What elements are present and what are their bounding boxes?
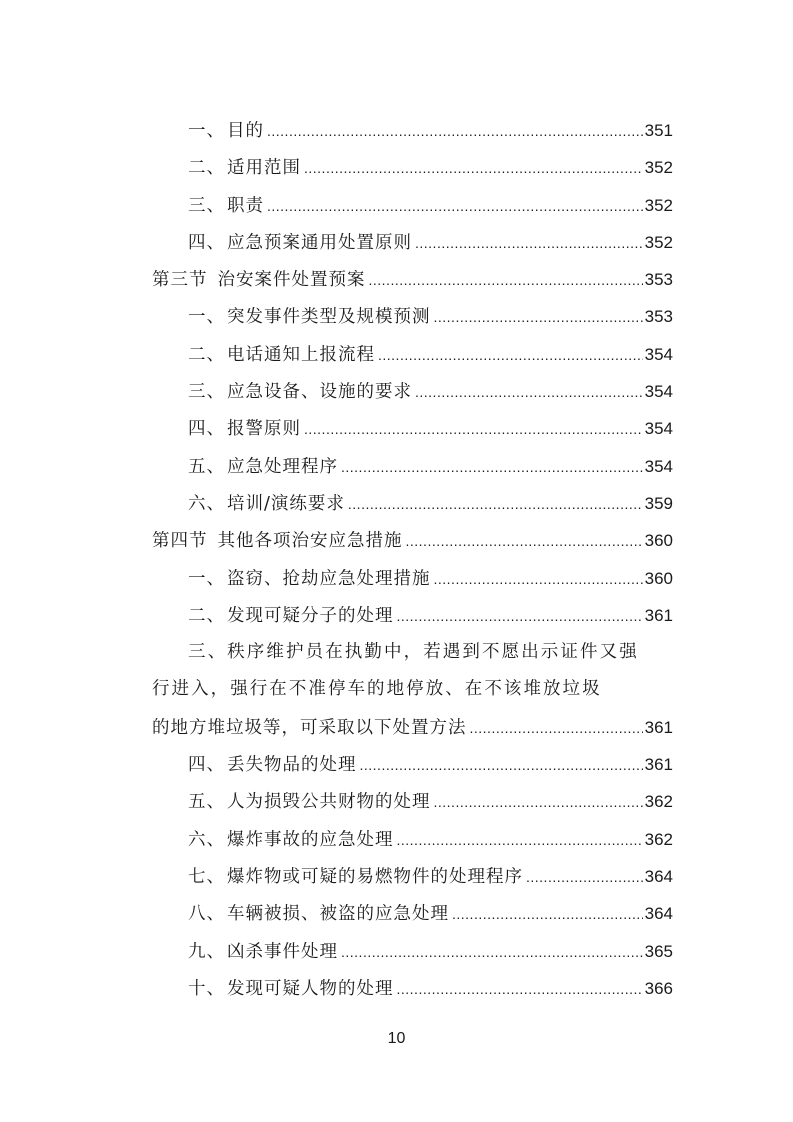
toc-entry-page: 359: [644, 493, 673, 513]
toc-section-number: 第四节: [152, 531, 208, 552]
dot-leader: [348, 486, 643, 523]
dot-leader: [470, 710, 643, 747]
dot-leader: [378, 337, 643, 374]
toc-entry[interactable]: [152, 298, 673, 335]
toc-entry-title: 突发事件类型及规模预测: [227, 307, 431, 328]
dot-leader: [341, 934, 643, 971]
dot-leader: [434, 784, 643, 821]
toc-entry-number: 五、: [188, 792, 225, 813]
toc-entry-title: 发现可疑人物的处理: [227, 978, 394, 999]
toc-entry-page: 360: [644, 531, 673, 551]
dot-leader: [415, 374, 643, 411]
dot-leader: [397, 822, 643, 859]
toc-entry-number: 五、: [188, 456, 225, 477]
dot-leader: [526, 859, 643, 896]
toc-entry[interactable]: [152, 485, 673, 522]
toc-entry[interactable]: [152, 821, 673, 858]
toc-entry[interactable]: [152, 560, 673, 597]
toc-entry[interactable]: [152, 746, 673, 783]
toc-entry-number: 二、: [188, 158, 225, 179]
dot-leader: [415, 225, 643, 262]
dot-leader: [434, 561, 643, 598]
toc-entry-number: 一、: [188, 121, 225, 141]
dot-leader: [397, 598, 643, 635]
toc-entry-page: 352: [644, 232, 673, 252]
dot-leader: [360, 747, 643, 784]
toc-entry-number: 三、: [188, 642, 228, 663]
toc-entry-number: 四、: [188, 755, 225, 776]
toc-entry-title: 车辆被损、被盗的应急处理: [227, 904, 449, 925]
toc-entry-page: 365: [644, 941, 673, 961]
toc-entry-number: 二、: [188, 344, 225, 365]
toc-entry-page: 361: [644, 717, 673, 737]
toc-section-number: 第三节: [152, 270, 208, 291]
dot-leader: [406, 523, 643, 560]
toc-entry-number: 七、: [188, 866, 225, 887]
toc-entry-number: 四、: [188, 232, 225, 253]
toc-entry-page: 366: [644, 978, 673, 998]
toc-entry-title: 适用范围: [227, 158, 301, 179]
toc-section-entry[interactable]: [152, 261, 673, 298]
toc-entry-title: 丢失物品的处理: [227, 755, 357, 776]
toc-entry[interactable]: [152, 895, 673, 932]
toc-entry-page: 364: [644, 904, 673, 924]
toc-entry-number: 九、: [188, 941, 225, 962]
toc-entry-number: 八、: [188, 904, 225, 925]
toc-entry[interactable]: [152, 410, 673, 447]
toc-entry-page: 354: [644, 419, 673, 439]
toc-section-entry[interactable]: [152, 522, 673, 559]
toc-entry[interactable]: [152, 112, 673, 149]
table-of-contents: [152, 112, 673, 1007]
dot-leader: [341, 449, 643, 486]
toc-entry[interactable]: [152, 597, 673, 634]
toc-entry-page: 364: [644, 866, 673, 886]
toc-entry[interactable]: [152, 448, 673, 485]
toc-section-title: 其他各项治安应急措施: [217, 531, 403, 552]
toc-entry-page: 354: [644, 382, 673, 402]
toc-entry-title: 爆炸物或可疑的易燃物件的处理程序: [227, 866, 523, 887]
toc-entry-title: 凶杀事件处理: [227, 941, 338, 962]
toc-entry[interactable]: [152, 336, 673, 373]
toc-entry-title: 培训/演练要求: [227, 493, 345, 514]
toc-entry-page: 360: [644, 568, 673, 588]
toc-entry-page: 351: [644, 121, 673, 140]
toc-entry[interactable]: [152, 149, 673, 186]
toc-entry-page: 354: [644, 344, 673, 364]
toc-entry-number: 三、: [188, 195, 225, 216]
toc-entry-page: 354: [644, 456, 673, 476]
dot-leader: [452, 896, 643, 933]
toc-entry[interactable]: [152, 224, 673, 261]
toc-entry-title: 爆炸事故的应急处理: [227, 829, 394, 850]
toc-entry-number: 四、: [188, 419, 225, 440]
toc-entry[interactable]: [152, 373, 673, 410]
toc-entry-title-line-3: 的地方堆垃圾等，可采取以下处置方法: [152, 717, 467, 738]
dot-leader: [369, 262, 643, 299]
toc-entry-page: 362: [644, 829, 673, 849]
toc-entry-number: 六、: [188, 493, 225, 514]
toc-entry-page: 352: [644, 195, 673, 215]
toc-entry-number: 一、: [188, 568, 225, 589]
toc-entry-page: 362: [644, 792, 673, 812]
toc-entry-number: 六、: [188, 829, 225, 850]
toc-entry-number: 十、: [188, 978, 225, 999]
toc-entry-title: 报警原则: [227, 419, 301, 440]
toc-entry[interactable]: [152, 858, 673, 895]
toc-entry-title: 人为损毁公共财物的处理: [227, 792, 431, 813]
toc-entry-title: 应急设备、设施的要求: [227, 382, 412, 403]
toc-entry-multiline[interactable]: [152, 634, 673, 746]
dot-leader: [397, 971, 643, 1008]
toc-entry-number: 三、: [188, 382, 225, 403]
toc-entry-number: 一、: [188, 307, 225, 328]
toc-entry[interactable]: [152, 970, 673, 1007]
toc-entry-title-line-1: 秩序维护员在执勤中，若遇到不愿出示证件又强: [227, 642, 639, 663]
toc-entry-page: 353: [644, 307, 673, 327]
toc-entry-title: 应急预案通用处置原则: [227, 232, 412, 253]
toc-entry-page: 353: [644, 270, 673, 290]
toc-entry-title: 发现可疑分子的处理: [227, 605, 394, 626]
dot-leader: [304, 150, 643, 187]
toc-entry[interactable]: [152, 933, 673, 970]
toc-entry-title: 盗窃、抢劫应急处理措施: [227, 568, 431, 589]
page-number: 10: [387, 1030, 406, 1047]
toc-entry[interactable]: [152, 783, 673, 820]
toc-entry-page: 361: [644, 755, 673, 775]
toc-entry-title-line-2: 行进入，强行在不准停车的地停放、在不该堆放垃圾: [152, 679, 602, 700]
dot-leader: [304, 411, 643, 448]
dot-leader: [434, 299, 643, 336]
toc-section-title: 治安案件处置预案: [217, 270, 366, 291]
dot-leader: [267, 113, 643, 150]
toc-entry-title: 目的: [227, 121, 264, 141]
toc-entry-title: 职责: [227, 195, 264, 216]
toc-entry-title: 应急处理程序: [227, 456, 338, 477]
toc-entry-page: 361: [644, 605, 673, 625]
toc-entry-title: 电话通知上报流程: [227, 344, 375, 365]
dot-leader: [267, 188, 643, 225]
toc-entry-page: 352: [644, 158, 673, 178]
toc-entry[interactable]: [152, 187, 673, 224]
toc-entry-number: 二、: [188, 605, 225, 626]
